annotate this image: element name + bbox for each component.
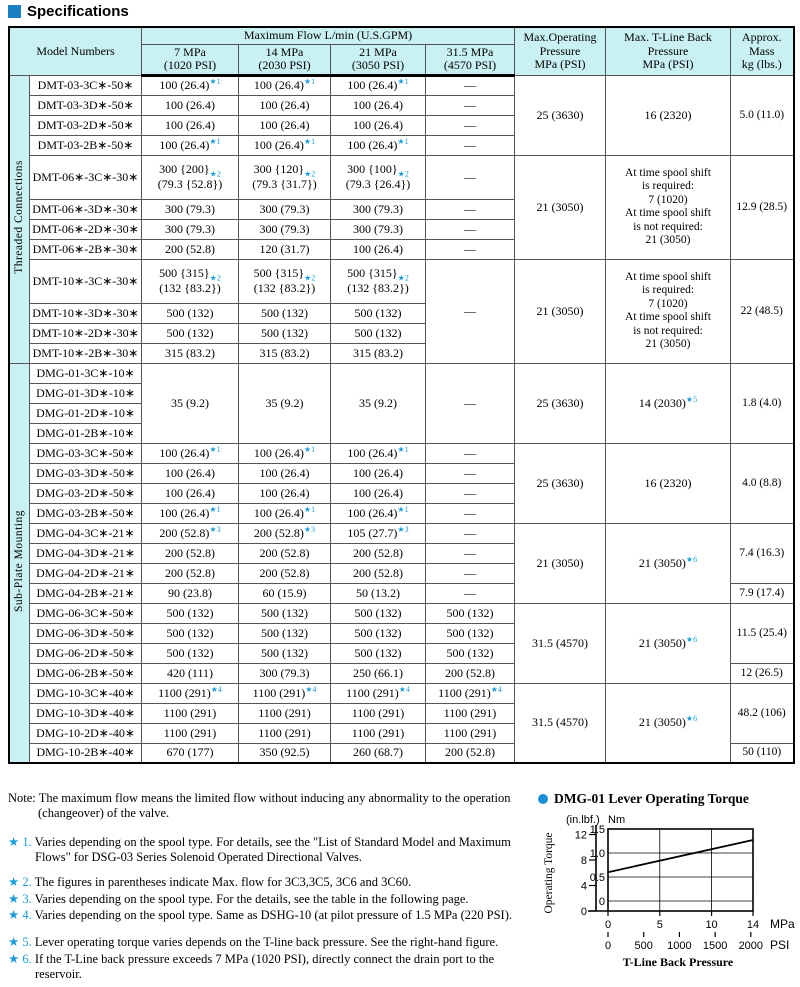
f7-cell: 200 (52.8) xyxy=(142,543,239,563)
f14-cell: 60 (15.9) xyxy=(239,583,331,603)
f14-cell: 300 (79.3) xyxy=(239,663,331,683)
header-max-operating-pressure xyxy=(515,27,606,75)
footnote-marker: ★ 6. xyxy=(8,952,32,966)
f14-cell: 300 $\{120\}_{★2}$ (79.3 {31.7}) xyxy=(239,155,331,199)
f7-cell: 500 (132) xyxy=(142,323,239,343)
note-label: Note: xyxy=(8,791,36,805)
model-number-cell: DMT-03-3D∗-50∗ xyxy=(30,95,142,115)
f14-cell: 100 $(26.4)^{★1}$ xyxy=(239,503,331,523)
model-number-cell: DMG-01-3C∗-10∗ xyxy=(30,363,142,383)
y-tick-nm: 1.0 xyxy=(589,848,605,860)
model-number-cell: DMG-03-3D∗-50∗ xyxy=(30,463,142,483)
x-unit-mpa: MPa xyxy=(770,917,795,931)
footnote-3 xyxy=(8,892,542,907)
header-flow-14mpa xyxy=(239,44,331,75)
footnote-marker: ★ 5. xyxy=(8,935,32,949)
footnote-text: Lever operating torque varies depends on the T-line back pressure. See the right-hand figure. xyxy=(31,935,499,949)
footnote-1 xyxy=(8,835,542,865)
f7-cell: 100 (26.4) xyxy=(142,483,239,503)
f7-cell: 100 $(26.4)^{★1}$ xyxy=(142,443,239,463)
f21-cell: 300 (79.3) xyxy=(331,219,426,239)
f31-cell: — xyxy=(426,503,515,523)
f7-cell: 420 (111) xyxy=(142,663,239,683)
y-unit-inlbf: (in.lbf.) xyxy=(566,814,600,826)
notes-section xyxy=(8,791,542,982)
op-cell: 25 (3630) xyxy=(515,75,606,155)
f14-cell: 100 $(26.4)^{★1}$ xyxy=(239,443,331,463)
f21-cell: 35 (9.2) xyxy=(331,363,426,443)
mass-cell: 7.9 (17.4) xyxy=(731,583,794,603)
mass-cell: 5.0 (11.0) xyxy=(731,75,794,155)
tl-cell: 21 $(3050)^{★6}$ xyxy=(606,603,731,683)
note-text: The maximum flow means the limited flow without inducing any abnormality to the operation (changeover) of the valve. xyxy=(38,791,511,820)
f14-cell: 35 (9.2) xyxy=(239,363,331,443)
y-tick-inlbf: 0 xyxy=(580,906,587,918)
header-line: (4570 PSI) xyxy=(443,58,497,72)
x-unit-psi: PSI xyxy=(770,938,790,952)
f21-cell: 100 (26.4) xyxy=(331,115,426,135)
x-tick-psi: 1500 xyxy=(702,940,728,952)
f21-cell: 500 (132) xyxy=(331,323,426,343)
f7-cell: 500 (132) xyxy=(142,303,239,323)
f31-cell: — xyxy=(426,95,515,115)
f21-cell: 300 $\{100\}_{★2}$ (79.3 {26.4}) xyxy=(331,155,426,199)
page-title-text: Specifications xyxy=(27,3,129,20)
torque-line xyxy=(608,840,753,872)
f14-cell: 100 $(26.4)^{★1}$ xyxy=(239,75,331,95)
mass-cell: 1.8 (4.0) xyxy=(731,363,794,443)
f21-cell: 100 (26.4) xyxy=(331,483,426,503)
footnote-list xyxy=(8,835,542,982)
x-tick-psi: 0 xyxy=(604,940,612,952)
f31-cell: — xyxy=(426,75,515,95)
model-number-cell: DMG-03-2D∗-50∗ xyxy=(30,483,142,503)
group-label-text: Threaded Connections xyxy=(13,160,25,274)
footnote-marker: ★ 1. xyxy=(8,835,32,849)
y-tick-inlbf: 12 xyxy=(574,829,587,842)
footnote-text: Varies depending on the spool type. Same as DSHG-10 (at pilot pressure of 1.5 MPa (220 PSI). xyxy=(31,908,512,922)
header-line: MPa (PSI) xyxy=(642,57,694,71)
model-number-cell: DMG-01-2D∗-10∗ xyxy=(30,403,142,423)
f31-cell: — xyxy=(426,443,515,463)
model-number-cell: DMT-03-2D∗-50∗ xyxy=(30,115,142,135)
footnote-6 xyxy=(8,952,542,982)
header-line: Pressure xyxy=(539,43,581,58)
tl-cell: 21 $(3050)^{★6}$ xyxy=(606,683,731,763)
f31-cell: 500 (132) xyxy=(426,603,515,623)
f31-cell: — xyxy=(426,239,515,259)
model-number-cell: DMT-06∗-2B∗-30∗ xyxy=(30,239,142,259)
tl-cell: At time spool shift is required: 7 (1020) At time spool shift is not required: 21 (3050) xyxy=(606,155,731,259)
y-tick-inlbf: 8 xyxy=(580,855,587,867)
f14-cell: 300 (79.3) xyxy=(239,199,331,219)
header-max-flow-group: Maximum Flow L/min (U.S.GPM) xyxy=(142,27,515,44)
f21-cell: 200 (52.8) xyxy=(331,543,426,563)
footnote-text: The figures in parentheses indicate Max. flow for 3C3,3C5, 3C6 and 3C60. xyxy=(31,875,412,889)
mass-cell: 48.2 (106) xyxy=(731,683,794,743)
f7-cell: 500 (132) xyxy=(142,623,239,643)
torque-figure xyxy=(538,791,800,979)
torque-chart xyxy=(538,811,796,979)
header-flow-21mpa xyxy=(331,44,426,75)
model-number-cell: DMG-10-3D∗-40∗ xyxy=(30,703,142,723)
y-tick-nm: 0 xyxy=(598,896,605,908)
header-line: 14 MPa xyxy=(265,44,304,59)
header-model-numbers: Model Numbers xyxy=(9,27,142,75)
group-label xyxy=(9,363,30,763)
y-tick-nm: 0.5 xyxy=(589,872,605,884)
f21-cell: 300 (79.3) xyxy=(331,199,426,219)
op-cell: 25 (3630) xyxy=(515,443,606,523)
f21-cell: 500 (132) xyxy=(331,603,426,623)
f14-cell: 200 (52.8) xyxy=(239,563,331,583)
model-number-cell: DMT-06∗-3D∗-30∗ xyxy=(30,199,142,219)
f14-cell: 100 (26.4) xyxy=(239,483,331,503)
x-tick-mpa: 5 xyxy=(656,919,663,931)
mass-cell: 11.5 (25.4) xyxy=(731,603,794,663)
mass-cell: 12.9 (28.5) xyxy=(731,155,794,259)
model-number-cell: DMG-10-2B∗-40∗ xyxy=(30,743,142,763)
op-cell: 25 (3630) xyxy=(515,363,606,443)
model-number-cell: DMG-10-3C∗-40∗ xyxy=(30,683,142,703)
f21-cell: 100 $(26.4)^{★1}$ xyxy=(331,443,426,463)
f14-cell: 100 (26.4) xyxy=(239,115,331,135)
mass-cell: 50 (110) xyxy=(731,743,794,763)
header-flow-7mpa xyxy=(142,44,239,75)
f31-cell: 500 (132) xyxy=(426,643,515,663)
f14-cell: 1100 (291) xyxy=(239,723,331,743)
f31-cell: 1100 $(291)^{★4}$ xyxy=(426,683,515,703)
f21-cell: 500 $\{315\}_{★2}$ (132 {83.2}) xyxy=(331,259,426,303)
op-cell: 21 (3050) xyxy=(515,155,606,259)
model-number-cell: DMG-04-3D∗-21∗ xyxy=(30,543,142,563)
f14-cell: 100 (26.4) xyxy=(239,463,331,483)
f7-cell: 1100 (291) xyxy=(142,703,239,723)
header-t-line-back-pressure xyxy=(606,27,731,75)
model-number-cell: DMG-06-2B∗-50∗ xyxy=(30,663,142,683)
tl-cell: 16 (2320) xyxy=(606,443,731,523)
f14-cell: 500 (132) xyxy=(239,603,331,623)
model-number-cell: DMT-10∗-3C∗-30∗ xyxy=(30,259,142,303)
model-number-cell: DMG-06-3D∗-50∗ xyxy=(30,623,142,643)
x-tick-psi: 500 xyxy=(634,940,653,952)
footnote-text: Varies depending on the spool type. For the details, see the table in the following page. xyxy=(31,892,469,906)
y-axis-label: Operating Torque xyxy=(543,832,555,914)
f31-cell: — xyxy=(426,115,515,135)
header-line: (3050 PSI) xyxy=(351,58,405,72)
figure-title xyxy=(538,791,800,807)
f7-cell: 100 (26.4) xyxy=(142,115,239,135)
f7-cell: 500 (132) xyxy=(142,643,239,663)
f7-cell: 100 $(26.4)^{★1}$ xyxy=(142,135,239,155)
f14-cell: 500 (132) xyxy=(239,303,331,323)
footnote-4 xyxy=(8,908,542,923)
model-number-cell: DMG-03-2B∗-50∗ xyxy=(30,503,142,523)
header-line: Pressure xyxy=(647,43,689,58)
f7-cell: 500 (132) xyxy=(142,603,239,623)
header-approx-mass xyxy=(731,27,794,75)
tl-cell: 16 (2320) xyxy=(606,75,731,155)
f31-cell: 500 (132) xyxy=(426,623,515,643)
model-number-cell: DMT-03-2B∗-50∗ xyxy=(30,135,142,155)
f14-cell: 100 (26.4) xyxy=(239,95,331,115)
y-tick-nm: 1.5 xyxy=(589,824,605,836)
op-cell: 31.5 (4570) xyxy=(515,603,606,683)
model-number-cell: DMG-04-3C∗-21∗ xyxy=(30,523,142,543)
x-tick-mpa: 14 xyxy=(746,919,760,931)
f14-cell: 1100 (291) xyxy=(239,703,331,723)
f31-cell: — xyxy=(426,155,515,199)
f14-cell: 350 (92.5) xyxy=(239,743,331,763)
model-number-cell: DMT-06∗-2D∗-30∗ xyxy=(30,219,142,239)
header-line: Mass xyxy=(749,43,775,58)
f21-cell: 500 (132) xyxy=(331,643,426,663)
footnote-text: If the T-Line back pressure exceeds 7 MPa (1020 PSI), directly connect the drain port to the reservoir. xyxy=(31,952,495,981)
f21-cell: 100 (26.4) xyxy=(331,239,426,259)
model-number-cell: DMG-04-2D∗-21∗ xyxy=(30,563,142,583)
group-label xyxy=(9,75,30,363)
f21-cell: 500 (132) xyxy=(331,623,426,643)
x-tick-psi: 2000 xyxy=(738,940,764,952)
f7-cell: 200 $(52.8)^{★3}$ xyxy=(142,523,239,543)
f31-cell: — xyxy=(426,199,515,219)
mass-cell: 22 (48.5) xyxy=(731,259,794,363)
header-line: Approx. xyxy=(741,30,782,44)
f14-cell: 315 (83.2) xyxy=(239,343,331,363)
f7-cell: 100 $(26.4)^{★1}$ xyxy=(142,75,239,95)
model-number-cell: DMG-03-3C∗-50∗ xyxy=(30,443,142,463)
f7-cell: 90 (23.8) xyxy=(142,583,239,603)
f31-cell: — xyxy=(426,135,515,155)
header-line: (2030 PSI) xyxy=(258,58,311,72)
f7-cell: 35 (9.2) xyxy=(142,363,239,443)
model-number-cell: DMG-10-2D∗-40∗ xyxy=(30,723,142,743)
x-tick-mpa: 0 xyxy=(604,919,612,931)
header-line: MPa (PSI) xyxy=(534,57,586,71)
op-cell: 21 (3050) xyxy=(515,523,606,603)
y-unit-nm: Nm xyxy=(608,814,626,826)
f21-cell: 100 $(26.4)^{★1}$ xyxy=(331,135,426,155)
x-axis-label: T-Line Back Pressure xyxy=(622,955,734,969)
group-label-text: Sub-Plate Mounting xyxy=(13,509,25,612)
f21-cell: 100 $(26.4)^{★1}$ xyxy=(331,503,426,523)
model-number-cell: DMG-04-2B∗-21∗ xyxy=(30,583,142,603)
f14-cell: 1100 $(291)^{★4}$ xyxy=(239,683,331,703)
f31-cell: 1100 (291) xyxy=(426,723,515,743)
f21-cell: 1100 $(291)^{★4}$ xyxy=(331,683,426,703)
f14-cell: 200 $(52.8)^{★3}$ xyxy=(239,523,331,543)
f31-cell: — xyxy=(426,563,515,583)
f14-cell: 500 (132) xyxy=(239,323,331,343)
model-number-cell: DMG-06-2D∗-50∗ xyxy=(30,643,142,663)
f21-cell: 105 $(27.7)^{★3}$ xyxy=(331,523,426,543)
header-flow-31-5mpa xyxy=(426,44,515,75)
header-line: kg (lbs.) xyxy=(741,57,782,71)
header-line: 31.5 MPa xyxy=(446,44,494,59)
f31-cell: — xyxy=(426,259,515,363)
f21-cell: 250 (66.1) xyxy=(331,663,426,683)
f14-cell: 500 (132) xyxy=(239,623,331,643)
f21-cell: 200 (52.8) xyxy=(331,563,426,583)
f7-cell: 500 $\{315\}_{★2}$ (132 {83.2}) xyxy=(142,259,239,303)
op-cell: 31.5 (4570) xyxy=(515,683,606,763)
header-line: (1020 PSI) xyxy=(163,58,217,72)
model-number-cell: DMT-10∗-2D∗-30∗ xyxy=(30,323,142,343)
f7-cell: 670 (177) xyxy=(142,743,239,763)
f14-cell: 500 (132) xyxy=(239,643,331,663)
model-number-cell: DMG-01-2B∗-10∗ xyxy=(30,423,142,443)
f21-cell: 315 (83.2) xyxy=(331,343,426,363)
f31-cell: 1100 (291) xyxy=(426,703,515,723)
f31-cell: — xyxy=(426,219,515,239)
f14-cell: 120 (31.7) xyxy=(239,239,331,259)
footnote-5 xyxy=(8,935,542,950)
f7-cell: 100 (26.4) xyxy=(142,95,239,115)
specifications-table xyxy=(8,26,795,764)
f7-cell: 200 (52.8) xyxy=(142,239,239,259)
f14-cell: 200 (52.8) xyxy=(239,543,331,563)
model-number-cell: DMG-06-3C∗-50∗ xyxy=(30,603,142,623)
f7-cell: 1100 (291) xyxy=(142,723,239,743)
f7-cell: 100 $(26.4)^{★1}$ xyxy=(142,503,239,523)
f14-cell: 300 (79.3) xyxy=(239,219,331,239)
f21-cell: 100 $(26.4)^{★1}$ xyxy=(331,75,426,95)
f7-cell: 1100 $(291)^{★4}$ xyxy=(142,683,239,703)
footnote-2 xyxy=(8,875,542,890)
f31-cell: — xyxy=(426,543,515,563)
table-note xyxy=(8,791,542,821)
f21-cell: 1100 (291) xyxy=(331,723,426,743)
figure-title-text: DMG-01 Lever Operating Torque xyxy=(554,791,749,806)
tl-cell: 14 $(2030)^{★5}$ xyxy=(606,363,731,443)
x-tick-psi: 1000 xyxy=(667,940,692,952)
f31-cell: — xyxy=(426,463,515,483)
header-line: Max. T-Line Back xyxy=(624,30,712,44)
f7-cell: 200 (52.8) xyxy=(142,563,239,583)
model-number-cell: DMT-10∗-2B∗-30∗ xyxy=(30,343,142,363)
f21-cell: 500 (132) xyxy=(331,303,426,323)
f31-cell: — xyxy=(426,523,515,543)
f7-cell: 100 (26.4) xyxy=(142,463,239,483)
model-number-cell: DMT-10∗-3D∗-30∗ xyxy=(30,303,142,323)
header-line: Max.Operating xyxy=(523,30,597,44)
bullet-square-icon xyxy=(8,5,21,18)
f21-cell: 50 (13.2) xyxy=(331,583,426,603)
tl-cell: 21 $(3050)^{★6}$ xyxy=(606,523,731,603)
f31-cell: — xyxy=(426,483,515,503)
page-title xyxy=(8,3,129,20)
x-tick-mpa: 10 xyxy=(705,919,718,931)
tl-cell: At time spool shift is required: 7 (1020) At time spool shift is not required: 21 (3050) xyxy=(606,259,731,363)
f21-cell: 100 (26.4) xyxy=(331,95,426,115)
bullet-circle-icon xyxy=(538,794,548,804)
f21-cell: 260 (68.7) xyxy=(331,743,426,763)
f7-cell: 300 (79.3) xyxy=(142,199,239,219)
mass-cell: 12 (26.5) xyxy=(731,663,794,683)
footnote-text: Varies depending on the spool type. For details, see the "List of Standard Model and Maximum Flows" for DSG-03 Series Solenoid Operated Directional Valves. xyxy=(31,835,511,864)
f7-cell: 300 (79.3) xyxy=(142,219,239,239)
footnote-marker: ★ 2. xyxy=(8,875,32,889)
plot-box xyxy=(608,829,753,911)
f7-cell: 300 $\{200\}_{★2}$ (79.3 {52.8}) xyxy=(142,155,239,199)
f31-cell: — xyxy=(426,583,515,603)
f14-cell: 100 $(26.4)^{★1}$ xyxy=(239,135,331,155)
f31-cell: 200 (52.8) xyxy=(426,663,515,683)
mass-cell: 7.4 (16.3) xyxy=(731,523,794,583)
footnote-marker: ★ 3. xyxy=(8,892,32,906)
header-line: 21 MPa xyxy=(359,44,397,59)
f7-cell: 315 (83.2) xyxy=(142,343,239,363)
mass-cell: 4.0 (8.8) xyxy=(731,443,794,523)
header-line: 7 MPa xyxy=(174,44,206,59)
footnote-marker: ★ 4. xyxy=(8,908,32,922)
y-tick-inlbf: 4 xyxy=(580,880,587,893)
f31-cell: 200 (52.8) xyxy=(426,743,515,763)
f21-cell: 1100 (291) xyxy=(331,703,426,723)
f31-cell: — xyxy=(426,363,515,443)
op-cell: 21 (3050) xyxy=(515,259,606,363)
model-number-cell: DMT-06∗-3C∗-30∗ xyxy=(30,155,142,199)
f14-cell: 500 $\{315\}_{★2}$ (132 {83.2}) xyxy=(239,259,331,303)
model-number-cell: DMT-03-3C∗-50∗ xyxy=(30,75,142,95)
f21-cell: 100 (26.4) xyxy=(331,463,426,483)
model-number-cell: DMG-01-3D∗-10∗ xyxy=(30,383,142,403)
